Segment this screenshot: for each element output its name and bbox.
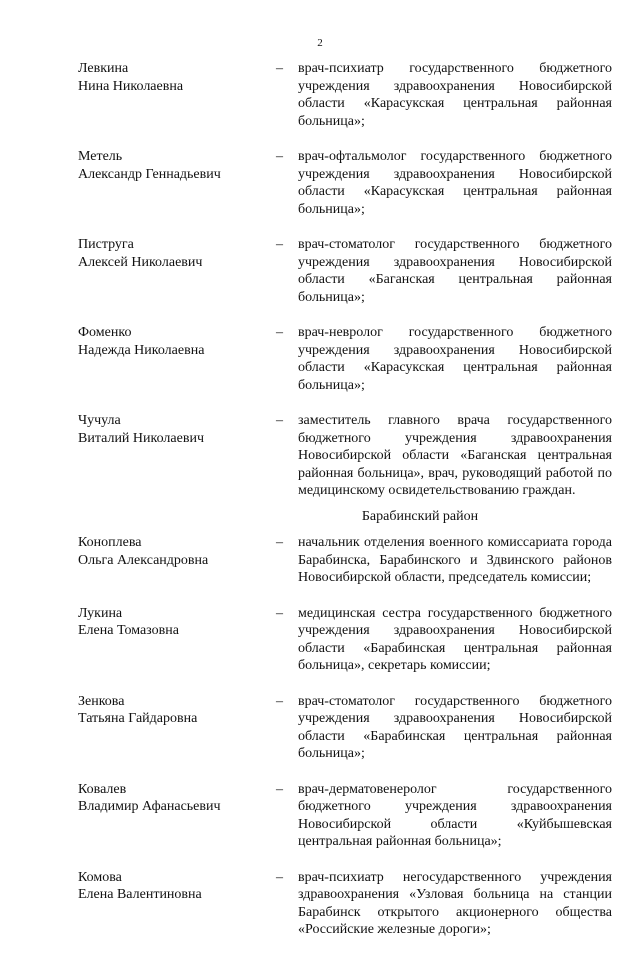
surname: Пиструга <box>78 237 134 252</box>
dash: – <box>276 605 283 621</box>
list-item <box>78 781 612 851</box>
given-names: Елена Валентиновна <box>78 887 202 902</box>
person-name <box>78 412 276 500</box>
list-item <box>78 605 612 675</box>
list-item <box>78 236 612 306</box>
dash: – <box>276 869 283 885</box>
surname: Фоменко <box>78 325 132 340</box>
position-description: врач-стоматолог государственного бюджетного учреждения здравоохранения Новосибирской области «Баганская центральная районная больница»; <box>298 237 612 305</box>
surname: Ковалев <box>78 781 127 797</box>
position-description: врач-стоматолог государственного бюджетного учреждения здравоохранения Новосибирской области «Барабинская центральная районная больница»; <box>298 693 612 761</box>
surname: Метель <box>78 149 123 164</box>
position-description: врач-психиатр государственного бюджетного учреждения здравоохранения Новосибирской области «Карасукская центральная районная больница»; <box>298 61 612 129</box>
district-heading: Барабинский район <box>361 508 479 524</box>
person-name <box>78 324 276 394</box>
list-item <box>78 148 612 218</box>
given-names: Александр Геннадьевич <box>78 166 221 182</box>
person-name <box>78 869 276 939</box>
person-name <box>78 693 276 763</box>
dash: – <box>276 237 283 252</box>
dash: – <box>276 149 283 164</box>
position-description: врач-невролог государственного бюджетного учреждения здравоохранения Новосибирской области «Карасукская центральная районная больница»; <box>298 325 612 393</box>
position-description: медицинская сестра государственного бюджетного учреждения здравоохранения Новосибирской области «Барабинская центральная районная больница», секретарь комиссии; <box>298 605 612 673</box>
position-description: врач-дерматовенеролог государственного бюджетного учреждения здравоохранения Новосибирской области «Куйбышевская центральная районная больница»; <box>298 781 612 849</box>
given-names: Виталий Николаевич <box>78 430 204 446</box>
person-name <box>78 605 276 675</box>
given-names: Владимир Афанасьевич <box>78 799 221 814</box>
surname: Коноплева <box>78 535 142 550</box>
dash: – <box>276 325 283 340</box>
position-description: заместитель главного врача государственного бюджетного учреждения здравоохранения Новосибирской области «Баганская центральная районная больница», врач, руководящий работой по медицинскому освидетельствованию граждан. <box>298 413 612 498</box>
dash: – <box>276 781 283 797</box>
position-description: начальник отделения военного комиссариата города Барабинска, Барабинского и Здвинского районов Новосибирской области, председатель комиссии; <box>298 535 612 585</box>
person-name <box>78 148 276 218</box>
list-item <box>78 693 612 763</box>
person-name <box>78 781 276 851</box>
position-description: врач-офтальмолог государственного бюджетного учреждения здравоохранения Новосибирской области «Карасукская центральная районная больница»; <box>298 149 612 217</box>
surname: Лукина <box>78 605 123 621</box>
list-item <box>78 534 612 587</box>
person-name <box>78 534 276 587</box>
dash: – <box>276 693 283 709</box>
list-item <box>78 869 612 939</box>
person-name <box>78 236 276 306</box>
given-names: Нина Николаевна <box>78 78 184 94</box>
given-names: Татьяна Гайдаровна <box>78 711 198 726</box>
surname: Комова <box>78 869 122 885</box>
dash: – <box>276 413 283 428</box>
surname: Левкина <box>78 61 129 76</box>
surname: Зенкова <box>78 693 125 709</box>
given-names: Алексей Николаевич <box>78 254 203 270</box>
position-description: врач-психиатр негосударственного учреждения здравоохранения «Узловая больница на станции Барабинск открытого акционерного общества «Российские железные дороги»; <box>298 869 612 937</box>
list-item <box>78 60 612 130</box>
list-item <box>78 412 612 500</box>
commission-list <box>78 60 612 957</box>
dash: – <box>276 61 283 76</box>
person-name <box>78 60 276 130</box>
dash: – <box>276 535 283 550</box>
given-names: Ольга Александровна <box>78 552 209 568</box>
surname: Чучула <box>78 413 121 428</box>
given-names: Елена Томазовна <box>78 623 179 638</box>
page-number: 2 <box>317 37 323 49</box>
given-names: Надежда Николаевна <box>78 342 205 358</box>
list-item <box>78 324 612 394</box>
